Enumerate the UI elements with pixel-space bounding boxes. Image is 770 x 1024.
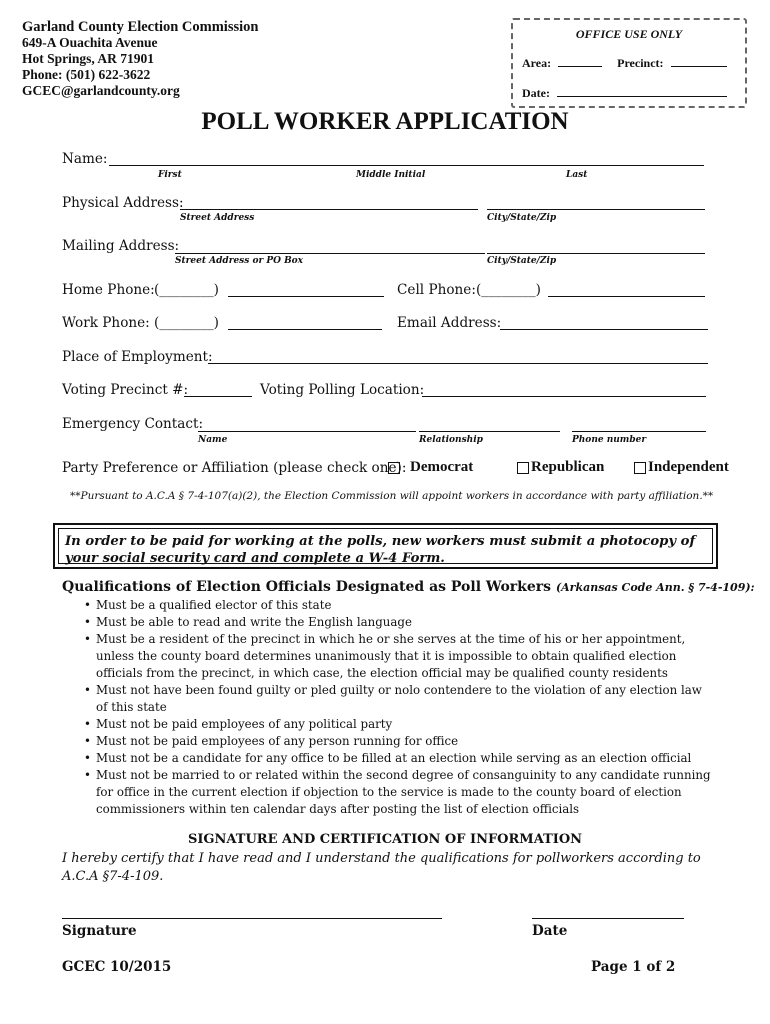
list-item: • Must not be paid employees of any political party <box>84 717 393 731</box>
emergency-phone-caption: Phone number <box>572 435 647 445</box>
list-item: • Must be able to read and write the English language <box>84 615 412 629</box>
work-phone-label: Work Phone: <box>62 315 150 331</box>
email-field[interactable] <box>500 329 708 330</box>
party-option-democrat[interactable] <box>388 459 473 476</box>
precinct-field[interactable] <box>184 396 252 397</box>
organization-info <box>22 19 258 99</box>
office-use-box <box>511 18 747 108</box>
emergency-name-field[interactable] <box>198 431 416 432</box>
list-item: • Must be a qualified elector of this state <box>84 598 332 612</box>
certification-text: I hereby certify that I have read and I understand the qualifications for pollworkers according to A.C.A §7-4-109. <box>62 851 701 884</box>
name-field[interactable] <box>109 165 704 166</box>
independent-checkbox[interactable] <box>634 462 646 474</box>
precinct-label: Voting Precinct #: <box>62 382 189 398</box>
physical-city-field[interactable] <box>487 209 705 210</box>
home-phone-field[interactable] <box>228 296 384 297</box>
date-label: Date <box>532 923 568 939</box>
qualifications-title: Qualifications of Election Officials Designated as Poll Workers <box>62 579 552 595</box>
cell-phone-label: Cell Phone: <box>397 282 476 298</box>
office-area-field[interactable] <box>558 57 602 67</box>
form-id: GCEC 10/2015 <box>62 959 172 975</box>
office-precinct-label: Precinct: <box>617 56 664 70</box>
org-name: Garland County Election Commission <box>22 19 259 35</box>
name-label: Name: <box>62 151 108 167</box>
signature-label: Signature <box>62 923 137 939</box>
org-phone: Phone: (501) 622-3622 <box>22 67 151 82</box>
cell-phone-area-code[interactable]: (________) <box>476 282 541 298</box>
list-item: • Must not be a candidate for any office to be filled at an election while serving as an election official <box>84 751 692 765</box>
office-date-row <box>522 86 727 101</box>
democrat-label: Democrat <box>410 459 474 475</box>
employment-field[interactable] <box>208 363 708 364</box>
name-last-caption: Last <box>566 170 588 180</box>
polling-location-label: Voting Polling Location: <box>260 382 425 398</box>
qualifications-citation: (Arkansas Code Ann. § 7-4-109): <box>555 581 755 594</box>
list-item: • Must not be paid employees of any person running for office <box>84 734 459 748</box>
page-title: POLL WORKER APPLICATION <box>201 108 569 135</box>
party-label: Party Preference or Affiliation (please check one): <box>62 460 407 476</box>
payment-notice-text: In order to be paid for working at the polls, new workers must submit a photocopy of your social security card and complete a W-4 Form. <box>58 528 713 564</box>
office-date-label: Date: <box>522 86 550 100</box>
list-item: • Must not be married to or related within the second degree of consanguinity to any candidate running for office in the current election if objection to the service is made to the county board of election commissioners within ten calendar days after posting the list of election officials <box>84 768 711 816</box>
party-affiliation-note: **Pursuant to A.C.A § 7-4-107(a)(2), the Election Commission will appoint workers in accordance with party affiliation.** <box>70 490 714 502</box>
date-field[interactable] <box>532 918 684 919</box>
home-phone-label: Home Phone: <box>62 282 155 298</box>
polling-location-field[interactable] <box>422 396 706 397</box>
org-address-line1: 649-A Ouachita Avenue <box>22 35 158 50</box>
mailing-city-field[interactable] <box>487 253 705 254</box>
emergency-phone-field[interactable] <box>572 431 706 432</box>
qualifications-list <box>62 597 712 818</box>
list-item: • Must not have been found guilty or pled guilty or nolo contendere to the violation of any election law of this state <box>84 683 702 714</box>
mailing-street-field[interactable] <box>175 253 485 254</box>
emergency-name-caption: Name <box>198 435 228 445</box>
home-phone-area-code[interactable]: (________) <box>154 282 219 298</box>
office-precinct-field[interactable] <box>671 57 727 67</box>
work-phone-field[interactable] <box>228 329 382 330</box>
cell-phone-field[interactable] <box>548 296 705 297</box>
name-first-caption: First <box>158 170 182 180</box>
physical-street-caption: Street Address <box>180 213 255 223</box>
work-phone-area-code[interactable]: (________) <box>154 315 219 331</box>
office-area-row <box>522 56 727 71</box>
employment-label: Place of Employment: <box>62 349 213 365</box>
email-label: Email Address: <box>397 315 502 331</box>
emergency-relationship-caption: Relationship <box>419 435 483 445</box>
party-option-republican[interactable] <box>517 459 604 476</box>
qualifications-heading <box>62 579 755 595</box>
emergency-relationship-field[interactable] <box>419 431 560 432</box>
physical-street-field[interactable] <box>180 209 478 210</box>
org-address-line2: Hot Springs, AR 71901 <box>22 51 155 66</box>
list-item: • Must be a resident of the precinct in which he or she serves at the time of his or her appointment, unless the county board determines unanimously that it is impossible to obtain qualified election officials from the precinct, in which case, the election official may be qualified county residents <box>84 632 686 680</box>
mailing-city-caption: City/State/Zip <box>487 256 557 266</box>
republican-checkbox[interactable] <box>517 462 529 474</box>
party-option-independent[interactable] <box>634 459 729 476</box>
independent-label: Independent <box>648 459 729 475</box>
emergency-contact-label: Emergency Contact: <box>62 416 204 432</box>
certification-heading: SIGNATURE AND CERTIFICATION OF INFORMATION <box>187 832 583 847</box>
republican-label: Republican <box>531 459 605 475</box>
physical-address-label: Physical Address: <box>62 195 184 211</box>
signature-field[interactable] <box>62 918 442 919</box>
payment-notice-box <box>53 523 718 569</box>
democrat-checkbox[interactable] <box>388 462 400 474</box>
page-number: Page 1 of 2 <box>591 959 676 975</box>
physical-city-caption: City/State/Zip <box>487 213 557 223</box>
org-email: GCEC@garlandcounty.org <box>22 83 180 98</box>
office-area-label: Area: <box>522 56 552 70</box>
name-middle-caption: Middle Initial <box>356 170 426 180</box>
office-use-title: OFFICE USE ONLY <box>575 27 683 41</box>
mailing-address-label: Mailing Address: <box>62 238 180 254</box>
office-date-field[interactable] <box>557 87 727 97</box>
mailing-street-caption: Street Address or PO Box <box>175 256 304 266</box>
